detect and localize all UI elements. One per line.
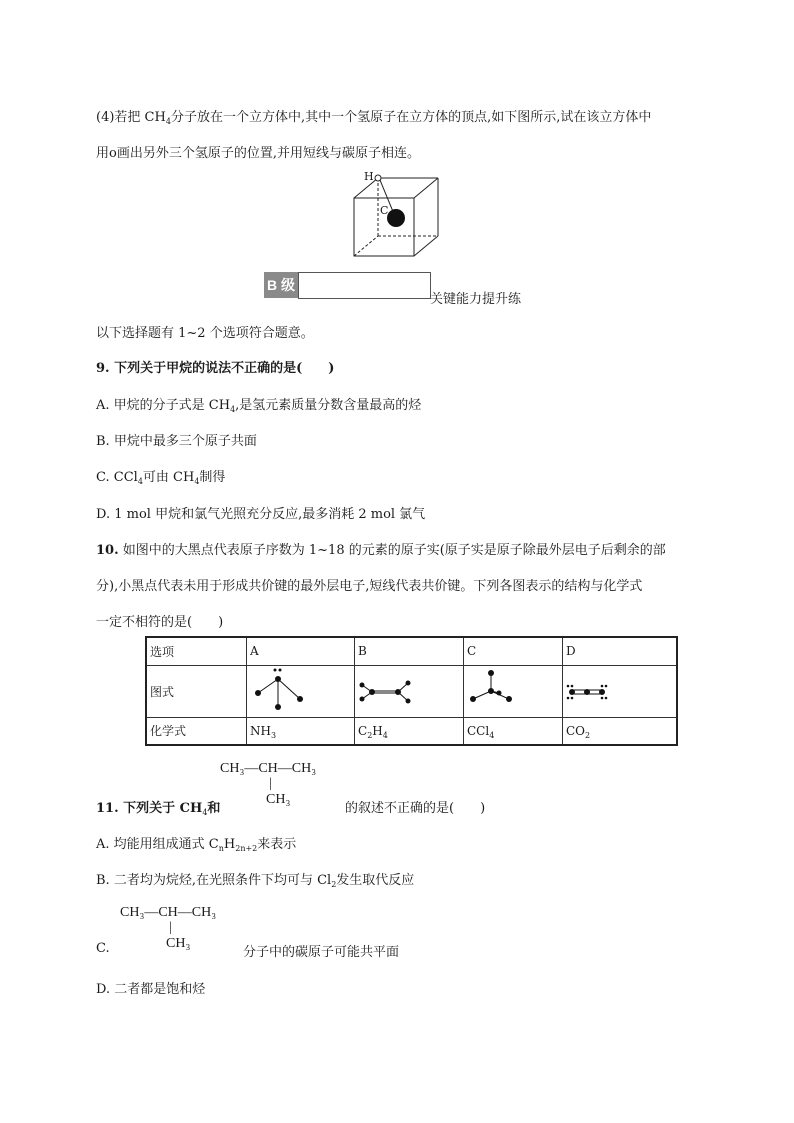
option-a-formula: $NH_3$ — [247, 717, 355, 745]
q11-c-struct-bottom: CH₃ — [166, 936, 191, 951]
option-a-diagram — [247, 665, 355, 717]
q11-stem-end: 的叙述不正确的是( ) — [345, 801, 486, 816]
section-b-title: 关键能力提升练 — [430, 292, 522, 307]
table-row — [146, 637, 677, 665]
option-a-header: A — [247, 637, 355, 665]
row-label-diagram: 图式 — [146, 665, 247, 717]
intro-text: 以下选择题有 1~2 个选项符合题意。 — [96, 326, 314, 341]
option-d-formula: $CO_2$ — [563, 717, 678, 745]
q11-stem: 11. 下列关于 $CH_4$和 — [96, 801, 221, 817]
cube-label-h: H — [364, 170, 374, 183]
carbon-atom-marker — [387, 209, 405, 227]
options-table — [145, 636, 678, 746]
option-b-formula: $C_2H_4$ — [355, 717, 464, 745]
table-row — [146, 665, 677, 717]
option-b-header: B — [355, 637, 464, 665]
q11-option-a: A. 均能用组成通式 $C_nH_{2n+2}$来表示 — [96, 837, 297, 853]
row-label-option: 选项 — [146, 637, 247, 665]
q4-line1: (4)若把 $CH_4$分子放在一个立方体中,其中一个氢原子在立方体的顶点,如下图所示,试在该立方体中 — [96, 110, 652, 126]
q11-option-d: D. 二者都是饱和烃 — [96, 982, 206, 997]
row-label-formula: 化学式 — [146, 717, 247, 745]
q11-struct-top: CH₃—CH—CH₃ — [220, 761, 317, 776]
section-b-badge: B 级 — [264, 272, 298, 298]
diagram-a — [250, 667, 320, 713]
option-c-formula: CCl$_4$ — [464, 717, 563, 745]
diagram-d — [566, 667, 636, 713]
option-b-diagram — [355, 665, 464, 717]
q11-option-b: B. 二者均为烷烃,在光照条件下均可与 $Cl_2$发生取代反应 — [96, 873, 415, 889]
q10-line2: 分),小黑点代表未用于形成共价键的最外层电子,短线代表共价键。下列各图表示的结构与化学式 — [96, 579, 643, 594]
q10-line1: 10. 如图中的大黑点代表原子序数为 1~18 的元素的原子实(原子实是原子除最外层电子后剩余的部 — [96, 543, 666, 558]
section-b-box — [298, 272, 431, 299]
option-d-diagram — [563, 665, 678, 717]
q11-struct-bar: | — [269, 776, 272, 791]
q9-option-a: A. 甲烷的分子式是 $CH_4$,是氢元素质量分数含量最高的烃 — [96, 398, 422, 414]
q11-c-struct-top: CH₃—CH—CH₃ — [120, 905, 217, 920]
q11-struct-bottom: CH₃ — [266, 792, 291, 807]
q11-option-c: 分子中的碳原子可能共平面 — [243, 945, 400, 960]
diagram-b — [358, 667, 428, 713]
q4-line2: 用o画出另外三个氢原子的位置,并用短线与碳原子相连。 — [96, 146, 420, 161]
cube-label-c: C — [380, 204, 389, 217]
q11-c-struct-bar: | — [169, 920, 172, 935]
table-row — [146, 717, 677, 745]
q9-option-b: B. 甲烷中最多三个原子共面 — [96, 434, 257, 449]
option-c-diagram — [464, 665, 563, 717]
q11-option-c-label: C. — [96, 941, 110, 956]
diagram-c — [467, 667, 537, 713]
q9-option-c: C. CCl$_4$可由 $CH_4$制得 — [96, 470, 226, 486]
option-c-header: C — [464, 637, 563, 665]
q9-option-d: D. 1 mol 甲烷和氯气光照充分反应,最多消耗 2 mol 氯气 — [96, 507, 426, 522]
q10-line3: 一定不相符的是( ) — [96, 615, 224, 630]
q9-stem: 9. 下列关于甲烷的说法不正确的是( ) — [96, 361, 335, 376]
option-d-header: D — [563, 637, 678, 665]
